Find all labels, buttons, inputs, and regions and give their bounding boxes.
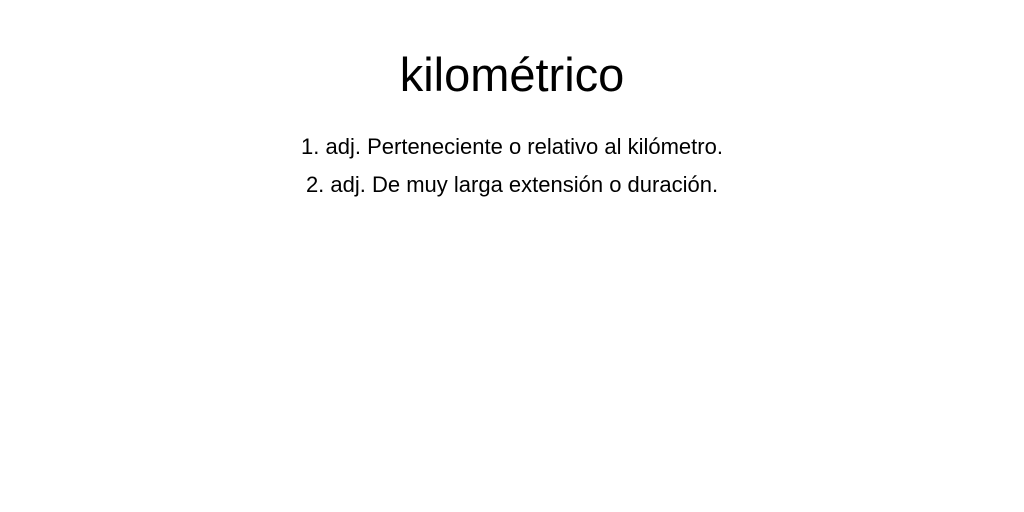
- headword: kilométrico: [399, 48, 625, 101]
- sense-item: 2. adj. De muy larga extensión o duración.: [305, 172, 719, 197]
- sense-list: [0, 128, 1024, 204]
- sense-item: 1. adj. Perteneciente o relativo al kilómetro.: [301, 134, 723, 159]
